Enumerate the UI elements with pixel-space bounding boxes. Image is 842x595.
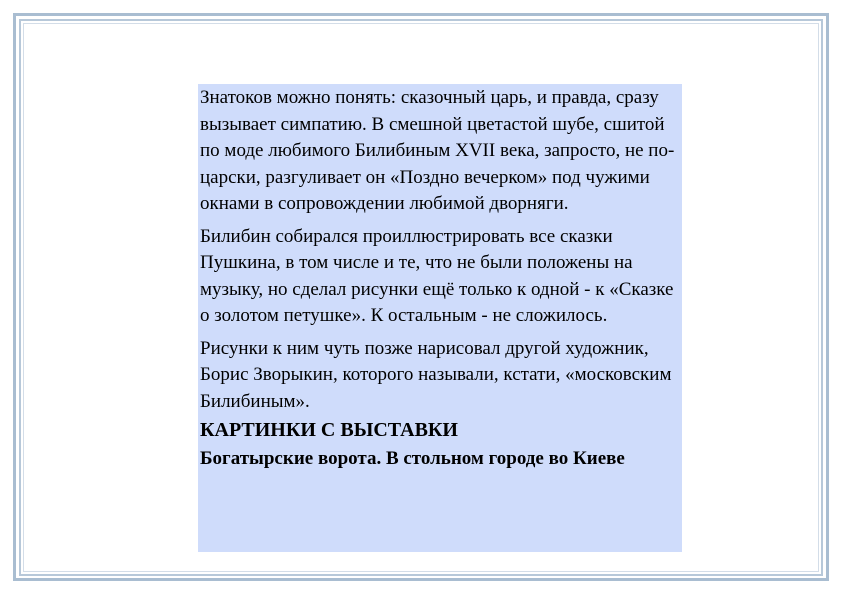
section-heading: КАРТИНКИ С ВЫСТАВКИ xyxy=(200,419,458,441)
paragraph-1: Знатоков можно понять: сказочный царь, и правда, сразу вызывает симпатию. В смешной цветастой шубе, сшитой по моде любимого Билибиным XVII века, запросто, не по-царски, разгуливает он «Поздно вечерком» под чужими окнами в сопровождении любимой дворняги. xyxy=(200,87,675,214)
text-box xyxy=(198,84,682,552)
section-subheading: Богатырские ворота. В стольном городе во Киеве xyxy=(200,448,625,469)
paragraph-2: Билибин собирался проиллюстрировать все сказки Пушкина, в том числе и те, что не были положены на музыку, но сделал рисунки ещё только к одной - к «Сказке о золотом петушке». К остальным - не сложилось. xyxy=(200,225,674,326)
paragraph-3: Рисунки к ним чуть позже нарисовал другой художник, Борис Зворыкин, которого называли, кстати, «московским Билибиным». xyxy=(200,337,672,412)
